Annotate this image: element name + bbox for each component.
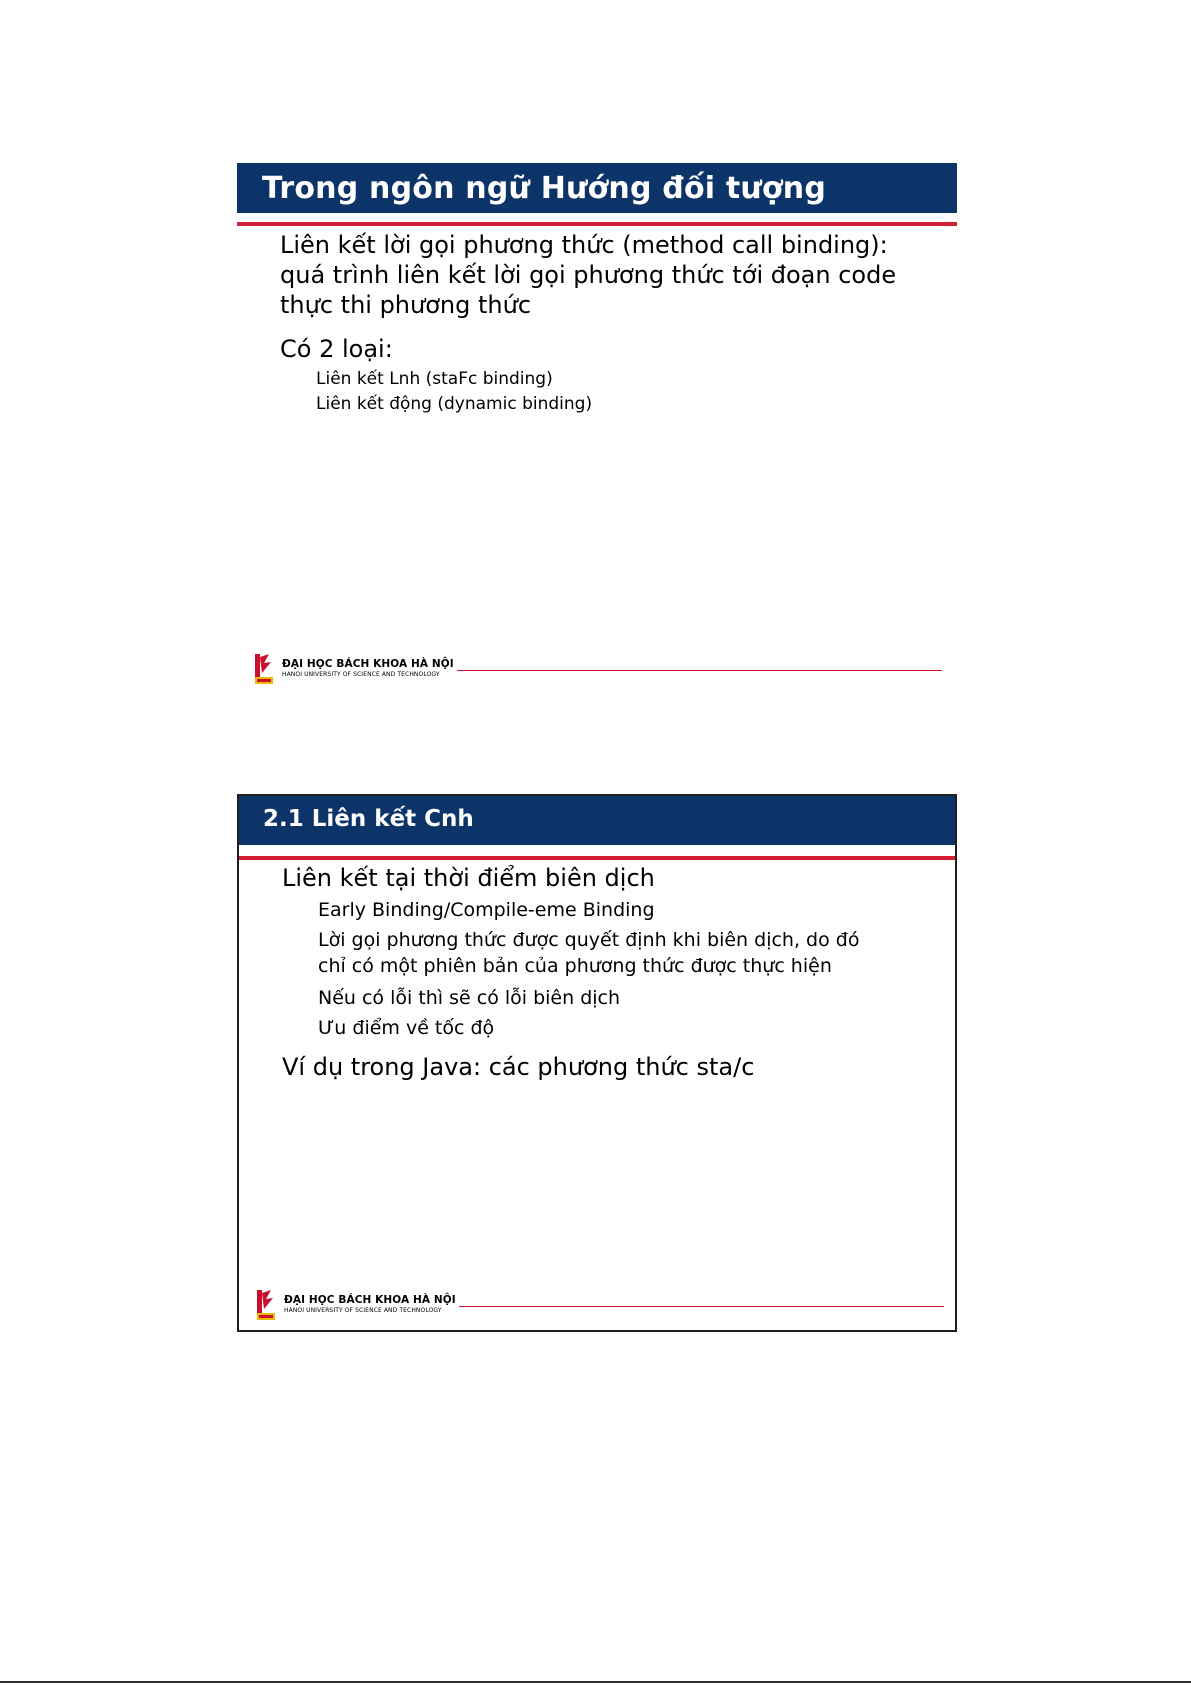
bullet-text: quá trình liên kết lời gọi phương thức tới đoạn code [280,261,897,289]
page-bottom-edge [0,1681,1191,1683]
university-name: ĐẠI HỌC BÁCH KHOA HÀ NỘI [284,1294,456,1306]
university-name: ĐẠI HỌC BÁCH KHOA HÀ NỘI [282,658,454,670]
university-logo-icon [256,1289,276,1321]
sub-bullet-text: Early Binding/Compile-eme Binding [318,899,655,921]
slide-footer [254,653,944,687]
bullet-text: Ví dụ trong Java: các phương thức sta/c [282,1053,755,1081]
sub-bullet-text: chỉ có một phiên bản của phương thức được thực hiện [318,955,832,977]
sub-bullet-text: Liên kết động (dynamic binding) [316,394,593,414]
footer-divider [457,670,942,671]
slide-title-bar [237,163,957,213]
slide-2 [237,794,957,1332]
footer-divider [459,1306,944,1307]
sub-bullet-text: Liên kết Lnh (staFc binding) [316,369,553,389]
slide-title: Trong ngôn ngữ Hướng đối tượng [262,171,827,206]
slide-title-bar [239,796,955,845]
university-subtitle: HANOI UNIVERSITY OF SCIENCE AND TECHNOLOGY [284,1307,442,1314]
sub-bullet-text: Lời gọi phương thức được quyết định khi biên dịch, do đó [318,929,860,951]
university-logo-icon [254,653,274,685]
bullet-text: Liên kết tại thời điểm biên dịch [282,864,655,892]
bullet-text: Có 2 loại: [280,335,393,363]
slide-footer [256,1289,946,1323]
slide-title: 2.1 Liên kết Cnh [263,806,474,832]
title-underline [239,856,955,860]
slide-1 [237,163,957,695]
sub-bullet-text: Ưu điểm về tốc độ [318,1017,495,1039]
title-underline [237,222,957,226]
bullet-text: thực thi phương thức [280,291,532,319]
sub-bullet-text: Nếu có lỗi thì sẽ có lỗi biên dịch [318,987,621,1009]
university-subtitle: HANOI UNIVERSITY OF SCIENCE AND TECHNOLOGY [282,671,440,678]
bullet-text: Liên kết lời gọi phương thức (method call binding): [280,231,888,259]
